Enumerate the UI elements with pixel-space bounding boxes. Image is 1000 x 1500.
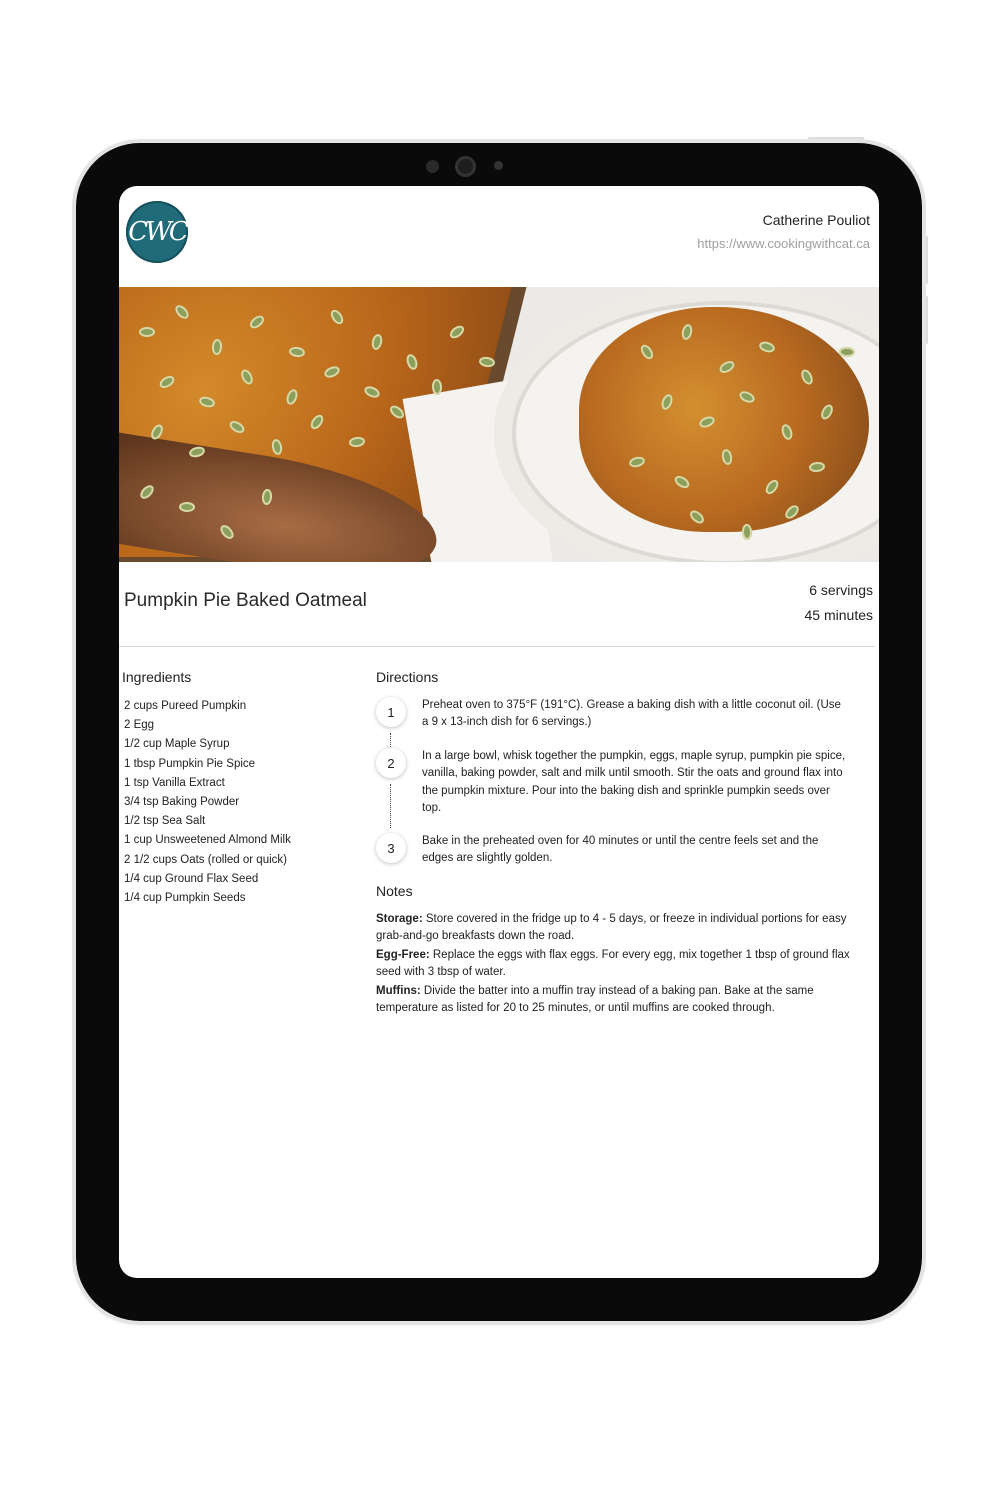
note-text: Divide the batter into a muffin tray instead of a baking pan. Bake at the same temperature as listed for 20 to 25 minutes, or until muffins are cooked through. bbox=[376, 985, 814, 1015]
ingredients-heading: Ingredients bbox=[122, 669, 192, 685]
step-connector bbox=[390, 784, 391, 828]
directions-heading: Directions bbox=[376, 669, 439, 685]
step-number: 3 bbox=[376, 833, 406, 863]
site-logo[interactable] bbox=[126, 201, 188, 263]
step-connector bbox=[390, 733, 391, 747]
note-storage bbox=[376, 911, 856, 946]
logo-text: CWC bbox=[128, 217, 186, 247]
servings: 6 servings bbox=[809, 582, 873, 598]
recipe-hero-image bbox=[119, 287, 879, 562]
note-label: Egg-Free: bbox=[376, 949, 430, 961]
screen bbox=[119, 186, 879, 1278]
ingredient-item: 1/4 cup Pumpkin Seeds bbox=[124, 892, 246, 905]
sensor-icon bbox=[426, 160, 439, 173]
ingredient-item: 1/2 cup Maple Syrup bbox=[124, 738, 230, 751]
note-muffins bbox=[376, 983, 856, 1018]
pumpkin-seed bbox=[179, 502, 195, 512]
direction-step bbox=[376, 697, 856, 747]
ingredients-list bbox=[124, 697, 291, 908]
note-text: Replace the eggs with flax eggs. For every egg, mix together 1 tbsp of ground flax seed with 3 tbsp of water. bbox=[376, 949, 850, 979]
ingredient-item: 2 1/2 cups Oats (rolled or quick) bbox=[124, 853, 287, 866]
note-label: Storage: bbox=[376, 913, 423, 925]
volume-down-button bbox=[924, 296, 928, 344]
pumpkin-seed bbox=[139, 327, 155, 337]
direction-step bbox=[376, 748, 856, 828]
ingredient-item: 2 Egg bbox=[124, 719, 155, 732]
step-text: Bake in the preheated oven for 40 minutes or until the centre feels set and the edges are slightly golden. bbox=[422, 835, 819, 865]
step-text: Preheat oven to 375°F (191°C). Grease a baking dish with a little coconut oil. (Use a 9 x 13-inch dish for 6 servings.) bbox=[422, 699, 841, 729]
ingredient-item: 3/4 tsp Baking Powder bbox=[124, 796, 240, 809]
divider bbox=[119, 646, 875, 647]
note-egg-free bbox=[376, 947, 856, 982]
camera-icon bbox=[455, 156, 476, 177]
step-number: 1 bbox=[376, 697, 406, 727]
total-time: 45 minutes bbox=[804, 607, 873, 623]
notes-heading: Notes bbox=[376, 883, 413, 899]
author-name: Catherine Pouliot bbox=[762, 212, 870, 228]
ingredient-item: 1 cup Unsweetened Almond Milk bbox=[124, 834, 291, 847]
ingredient-item: 1/4 cup Ground Flax Seed bbox=[124, 872, 259, 885]
flash-icon bbox=[494, 161, 503, 170]
camera-bar bbox=[76, 155, 922, 175]
ingredient-item: 2 cups Pureed Pumpkin bbox=[124, 700, 247, 712]
ingredient-item: 1 tbsp Pumpkin Pie Spice bbox=[124, 757, 256, 770]
note-text: Store covered in the fridge up to 4 - 5 days, or freeze in individual portions for easy grab-and-go breakfasts down the road. bbox=[376, 913, 847, 943]
note-label: Muffins: bbox=[376, 985, 421, 997]
site-url-link[interactable]: https://www.cookingwithcat.ca bbox=[697, 236, 870, 251]
step-number: 2 bbox=[376, 748, 406, 778]
power-button bbox=[808, 137, 864, 141]
tablet-frame bbox=[76, 143, 922, 1321]
ingredient-item: 1 tsp Vanilla Extract bbox=[124, 776, 225, 789]
recipe-title: Pumpkin Pie Baked Oatmeal bbox=[124, 590, 367, 611]
volume-up-button bbox=[924, 236, 928, 284]
step-text: In a large bowl, whisk together the pumpkin, eggs, maple syrup, pumpkin pie spice, vanilla, baking powder, salt and milk until smooth. Stir the oats and ground flax into the pumpkin mixture. Pour into the baking dish and sprinkle pumpkin seeds over top. bbox=[422, 750, 846, 814]
direction-step bbox=[376, 833, 856, 873]
ingredient-item: 1/2 tsp Sea Salt bbox=[124, 815, 206, 828]
